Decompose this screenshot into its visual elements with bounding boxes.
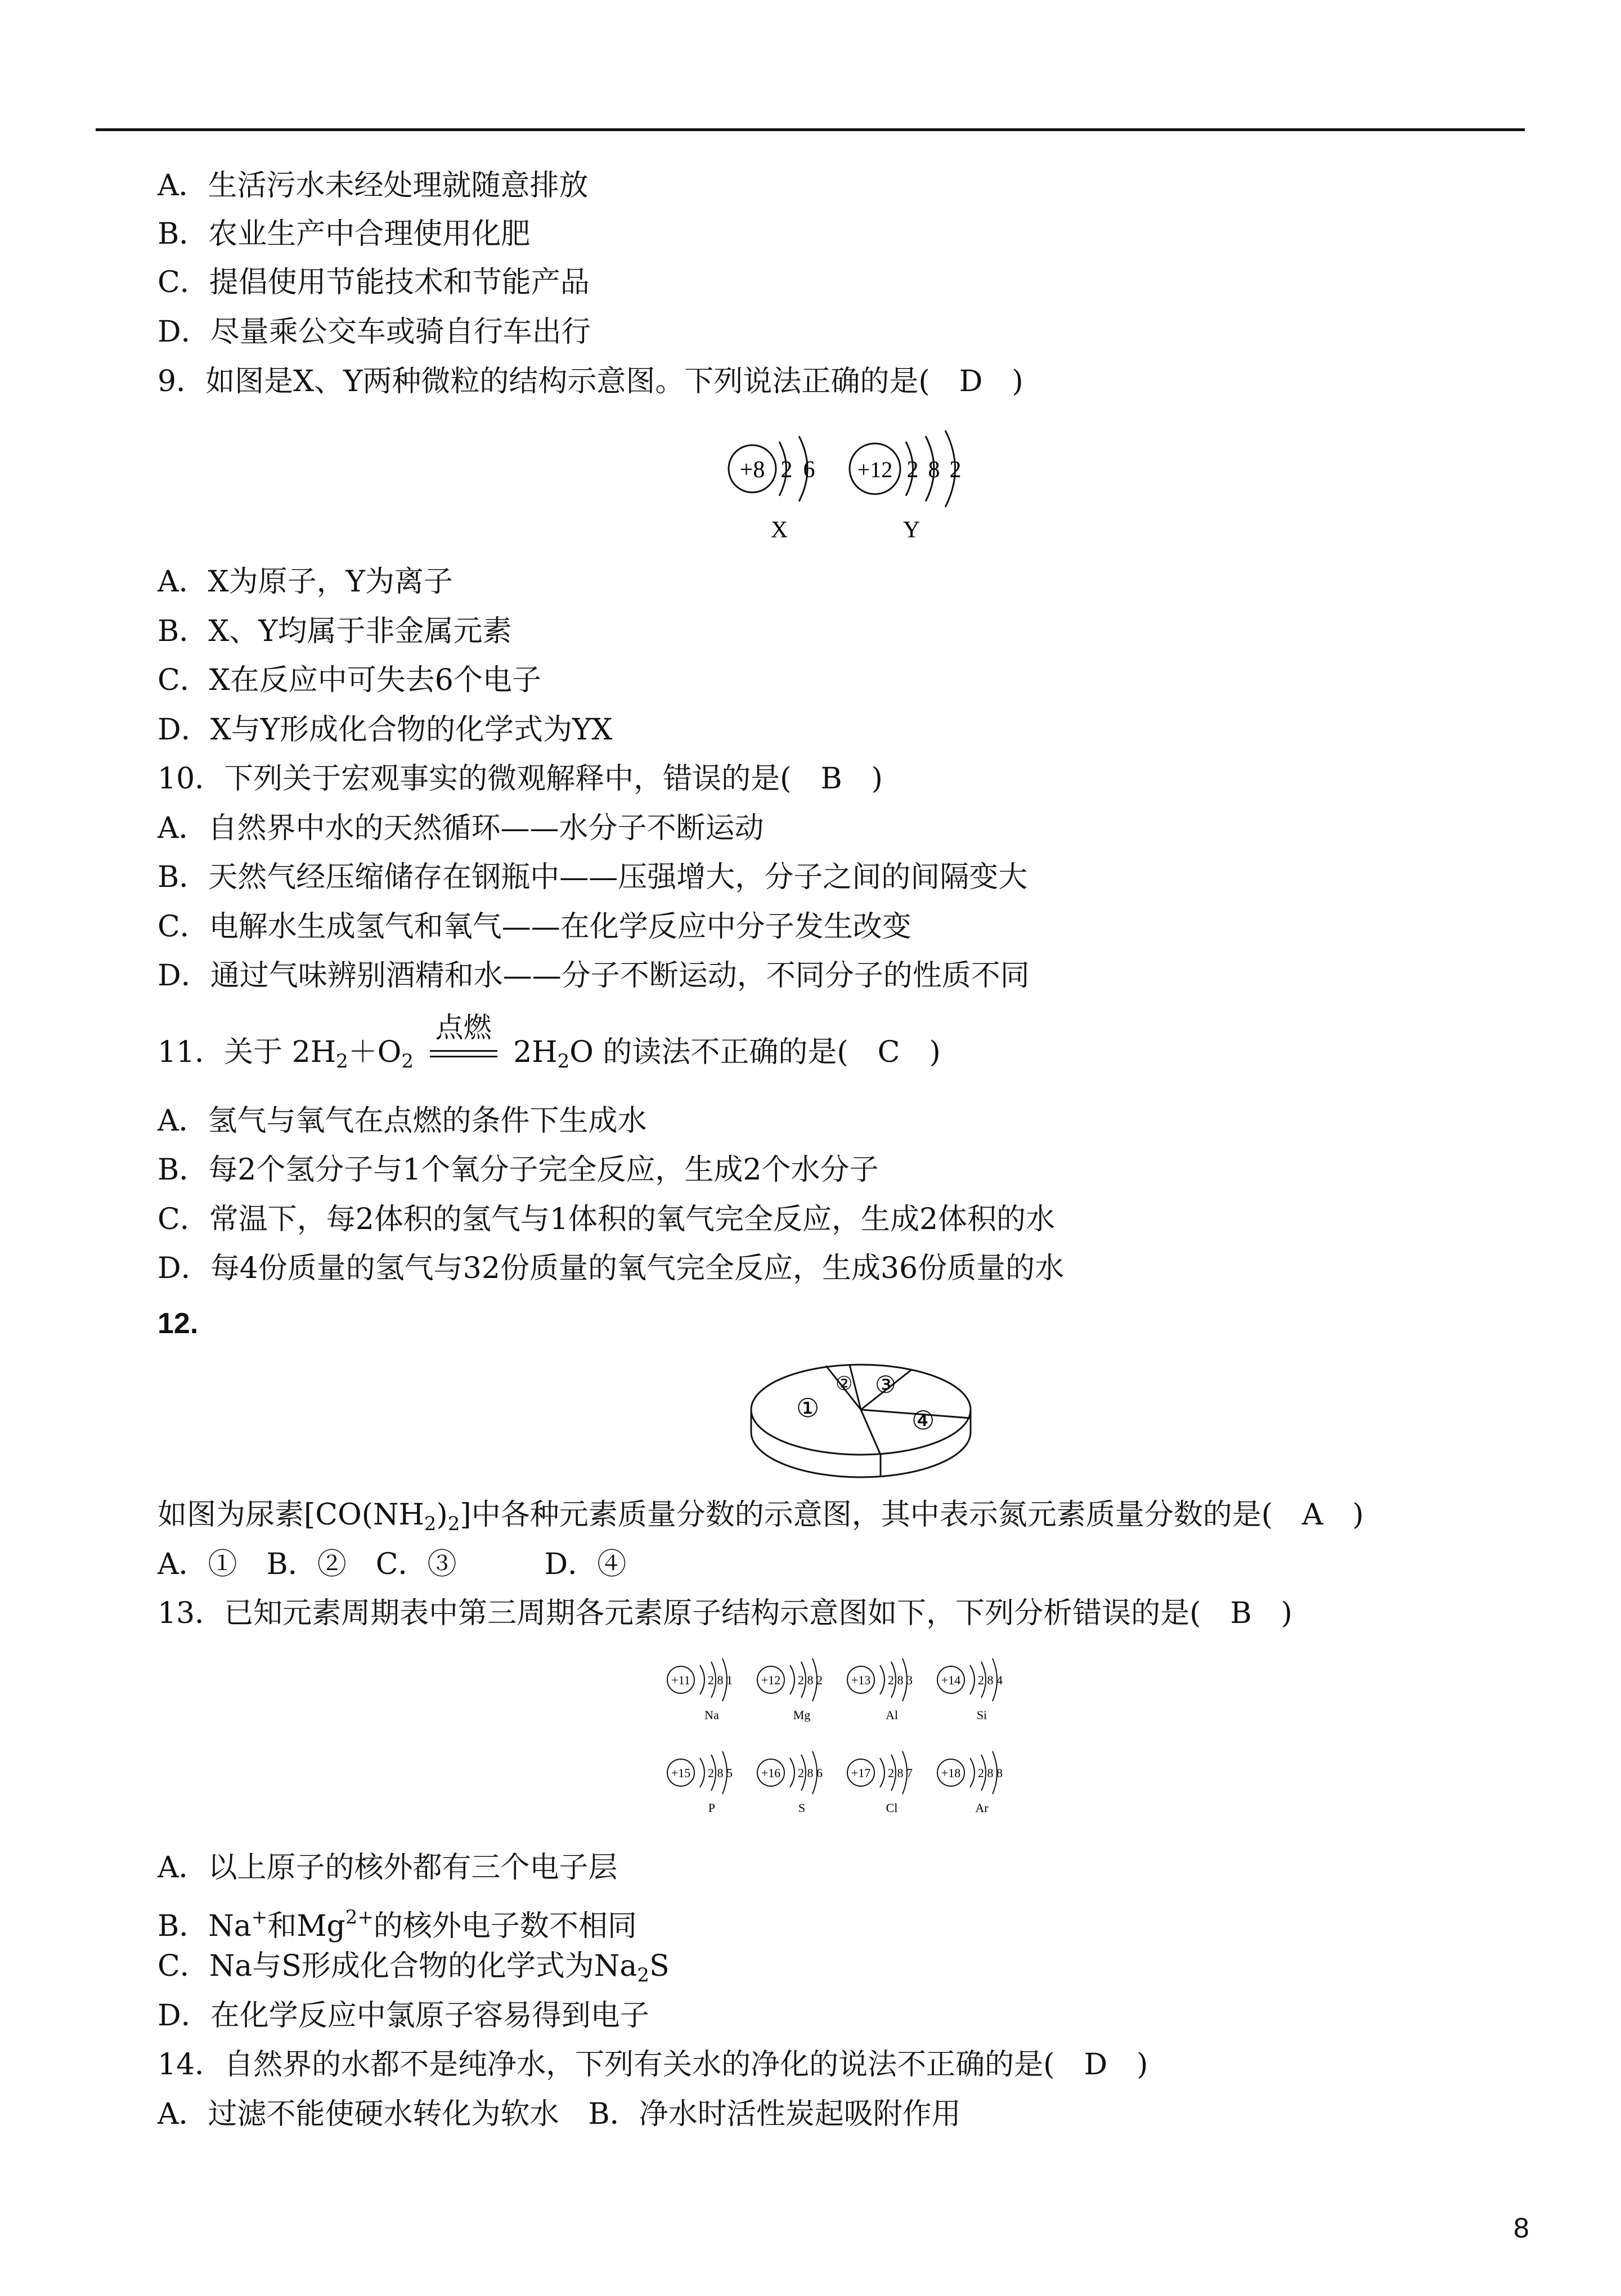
q13-option-b	[158, 1899, 637, 1944]
q11-plus-o: ＋O	[348, 1035, 402, 1069]
q12-pie-diagram	[743, 1351, 979, 1480]
q14-options: A．过滤不能使硬水转化为软水 B．净水时活性炭起吸附作用	[158, 2097, 961, 2131]
q11-reaction-condition: 点燃	[435, 1011, 492, 1044]
q13-b-post: 的核外电子数不相同	[373, 1909, 637, 1943]
atom-shell-arc	[880, 1665, 884, 1694]
q11-option-d: D．每4份质量的氢气与32份质量的氧气完全反应，生成36份质量的水	[158, 1252, 1065, 1285]
x-nucleus-charge: +8	[739, 457, 765, 483]
q12-number: 12.	[158, 1307, 199, 1340]
q9-option-a: A．X为原子，Y为离子	[158, 565, 453, 599]
y-shell-1-count: 2	[906, 457, 919, 483]
q10-option-b: B．天然气经压缩储存在钢瓶中——压强增大，分子之间的间隔变大	[158, 860, 1028, 894]
q13-b-na: B．Na	[158, 1909, 252, 1943]
atom-symbol-label: Si	[976, 1708, 987, 1722]
y-shell-2-count: 8	[928, 457, 940, 483]
q9-option-b: B．X、Y均属于非金属元素	[158, 615, 512, 648]
q13-option-a: A．以上原子的核外都有三个电子层	[158, 1851, 618, 1885]
q12-stem-sub-1: 2	[424, 1513, 437, 1535]
q13-b-mg-charge: 2+	[345, 1906, 374, 1929]
q11-sub-h2o: 2	[557, 1050, 570, 1073]
y-shell-3-count: 2	[949, 457, 962, 483]
q8-option-a: A．生活污水未经处理就随意排放	[158, 169, 589, 203]
q8-option-c: C．提倡使用节能技术和节能产品	[158, 266, 590, 299]
q11-product: 2H	[513, 1035, 558, 1069]
atom-shell-counts: 2 8 1	[708, 1673, 733, 1687]
atom-symbol-label: Ar	[975, 1801, 989, 1815]
atom-nucleus-charge: +17	[851, 1766, 871, 1780]
q12-stem-sub-2: 2	[447, 1513, 460, 1535]
atom-shell-arc	[970, 1665, 975, 1694]
atom-shell-arc	[880, 1758, 884, 1787]
atom-nucleus-charge: +18	[941, 1766, 961, 1780]
atom-diagram-al	[847, 1658, 913, 1722]
atom-shell-counts: 2 8 6	[798, 1766, 823, 1780]
q11-option-c: C．常温下，每2体积的氢气与1体积的氧气完全反应，生成2体积的水	[158, 1203, 1056, 1236]
atom-shell-counts: 2 8 8	[978, 1766, 1003, 1780]
x-shell-1-count: 2	[780, 457, 793, 483]
atom-shell-counts: 2 8 7	[888, 1766, 913, 1780]
q9-structure-diagram	[715, 419, 979, 549]
q11-stem	[158, 1011, 941, 1079]
q14-stem: 14．自然界的水都不是纯净水，下列有关水的净化的说法不正确的是( D )	[158, 2048, 1148, 2082]
atom-symbol-label: S	[798, 1801, 806, 1815]
q12-stem-prefix: 如图为尿素[CO(NH	[158, 1498, 424, 1532]
x-shell-2-count: 6	[803, 457, 815, 483]
q11-reaction-equals	[430, 1011, 497, 1071]
q9-option-d: D．X与Y形成化合物的化学式为YX	[158, 713, 613, 747]
q12-stem-mid: )	[436, 1498, 448, 1532]
q11-suffix: O 的读法不正确的是( C )	[569, 1035, 941, 1069]
q11-sub-o2: 2	[401, 1050, 414, 1073]
q13-c-post: S	[649, 1949, 670, 1983]
pie-label-3: ③	[875, 1371, 896, 1398]
x-label: X	[770, 517, 788, 543]
pie-label-4: ④	[911, 1405, 935, 1436]
atom-symbol-label: Al	[886, 1708, 898, 1722]
atom-shell-counts: 2 8 4	[978, 1673, 1003, 1687]
atom-diagram-s	[757, 1751, 823, 1815]
q11-prefix: 11．关于 2H	[158, 1035, 336, 1069]
q8-option-d: D．尽量乘公交车或骑自行车出行	[158, 315, 591, 349]
atom-diagram-cl	[847, 1751, 913, 1815]
atom-diagram-na	[667, 1658, 733, 1722]
atom-symbol-label: Cl	[886, 1801, 898, 1815]
y-label: Y	[902, 517, 920, 543]
atom-diagram-mg	[757, 1658, 823, 1722]
atom-nucleus-charge: +11	[671, 1673, 690, 1687]
atom-shell-counts: 2 8 5	[708, 1766, 733, 1780]
atom-shell-arc	[790, 1758, 794, 1787]
q12-stem-suffix: ]中各种元素质量分数的示意图，其中表示氮元素质量分数的是( A )	[460, 1498, 1364, 1532]
q10-option-a: A．自然界中水的天然循环——水分子不断运动	[158, 811, 764, 845]
atom-diagram-ar	[937, 1751, 1003, 1815]
q13-c-sub: 2	[637, 1964, 650, 1986]
page-number: 8	[1514, 2212, 1529, 2244]
x-particle-diagram	[729, 436, 815, 543]
q12-options: A．① B．② C．③ D．④	[158, 1548, 627, 1581]
q11-option-b: B．每2个氢分子与1个氧分子完全反应，生成2个水分子	[158, 1153, 879, 1187]
atom-diagram-si	[937, 1658, 1003, 1722]
atom-shell-arc	[790, 1665, 794, 1694]
q10-option-d: D．通过气味辨别酒精和水——分子不断运动，不同分子的性质不同	[158, 959, 1030, 993]
atom-shell-counts: 2 8 3	[888, 1673, 913, 1687]
atom-nucleus-charge: +16	[761, 1766, 781, 1780]
q10-stem: 10．下列关于宏观事实的微观解释中，错误的是( B )	[158, 762, 883, 796]
q13-c-pre: C．Na与S形成化合物的化学式为Na	[158, 1949, 637, 1983]
pie-label-2: ②	[836, 1373, 853, 1395]
q13-b-mg: 和Mg	[267, 1909, 345, 1943]
q12-stem	[158, 1497, 1364, 1542]
q9-stem: 9．如图是X、Y两种微粒的结构示意图。下列说法正确的是( D )	[158, 365, 1023, 398]
atom-shell-arc	[970, 1758, 975, 1787]
q11-option-a: A．氢气与氧气在点燃的条件下生成水	[158, 1104, 647, 1138]
q9-option-c: C．X在反应中可失去6个电子	[158, 663, 541, 697]
q13-stem: 13．已知元素周期表中第三周期各元素原子结构示意图如下，下列分析错误的是( B )	[158, 1597, 1292, 1630]
q8-option-b: B．农业生产中合理使用化肥	[158, 217, 531, 251]
q10-option-c: C．电解水生成氢气和氧气——在化学反应中分子发生改变	[158, 910, 911, 944]
y-particle-diagram	[850, 430, 962, 543]
atom-nucleus-charge: +12	[761, 1673, 781, 1687]
atom-diagram-p	[667, 1751, 733, 1815]
y-nucleus-charge: +12	[857, 457, 893, 482]
atom-nucleus-charge: +13	[851, 1673, 871, 1687]
pie-label-1: ①	[796, 1393, 820, 1423]
atom-shell-counts: 2 8 2	[798, 1673, 823, 1687]
q11-sub-h2-reactant: 2	[336, 1050, 348, 1073]
q13-atom-structure-grid	[658, 1654, 1024, 1840]
atom-nucleus-charge: +14	[941, 1673, 961, 1687]
atom-symbol-label: Na	[704, 1708, 719, 1722]
q13-option-c	[158, 1948, 670, 1993]
atom-shell-arc	[700, 1665, 704, 1694]
q13-option-d: D．在化学反应中氯原子容易得到电子	[158, 1999, 649, 2033]
q13-b-na-charge: +	[251, 1906, 268, 1929]
header-rule	[96, 128, 1525, 131]
atom-nucleus-charge: +15	[671, 1766, 691, 1780]
atom-symbol-label: P	[708, 1801, 716, 1815]
atom-shell-arc	[700, 1758, 704, 1787]
atom-symbol-label: Mg	[793, 1708, 811, 1722]
